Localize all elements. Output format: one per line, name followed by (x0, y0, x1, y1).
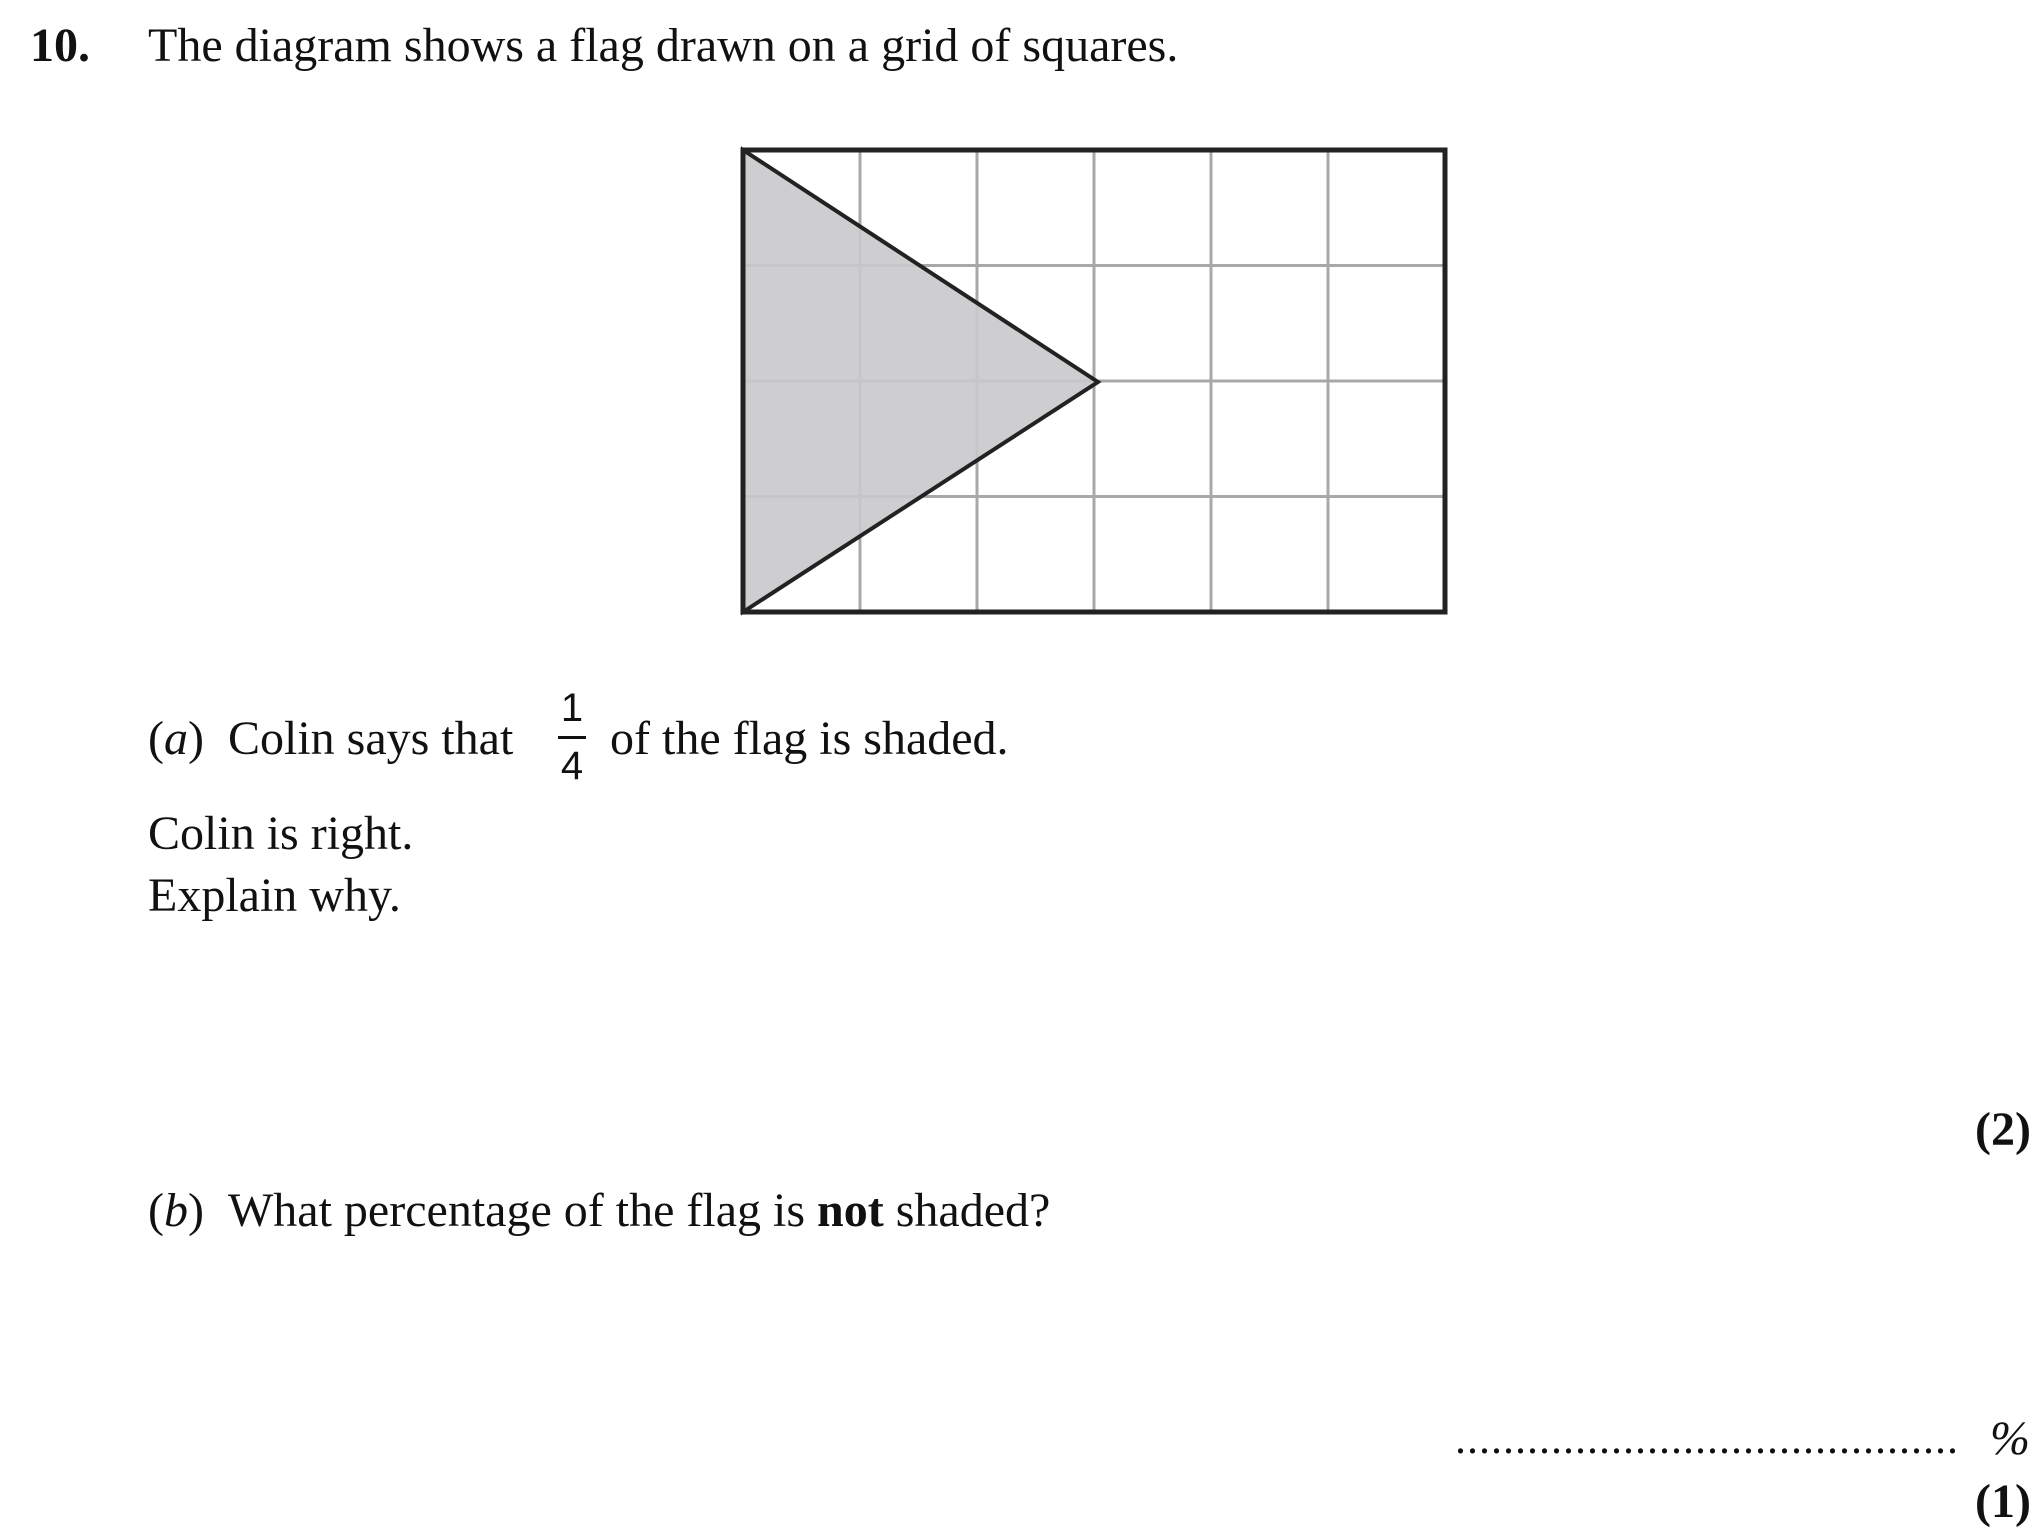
part-a-instruction: Explain why. (148, 869, 401, 922)
question-number: 10. (30, 19, 90, 72)
percent-unit: % (1990, 1412, 2030, 1465)
fraction-denominator: 4 (560, 744, 584, 788)
fraction-numerator: 1 (560, 686, 584, 730)
part-b-open-paren: ( (148, 1184, 164, 1237)
fraction-one-quarter (552, 688, 592, 798)
part-b-marks: (1) (1975, 1475, 2031, 1528)
question-text: The diagram shows a flag drawn on a grid of squares. (148, 19, 1179, 72)
answer-dotted-line[interactable]: .......................................... (1455, 1414, 1959, 1463)
part-a-open-paren: ( (148, 712, 164, 765)
part-b-question (148, 1184, 1051, 1237)
part-a-letter: a (163, 712, 188, 765)
part-b-text-before: What percentage of the flag is (227, 1184, 806, 1237)
part-a-close-paren: ) (187, 712, 204, 765)
shaded-triangle (743, 150, 1098, 612)
part-a-label (148, 712, 514, 765)
part-b-text-after: shaded? (895, 1184, 1051, 1237)
fraction-bar (558, 736, 586, 739)
part-a-text-after: of the flag is shaded. (610, 712, 1009, 765)
part-b-close-paren: ) (187, 1184, 204, 1237)
part-a-marks: (2) (1975, 1103, 2031, 1156)
part-a-text-before: Colin says that (227, 712, 514, 765)
part-b-letter: b (163, 1184, 188, 1237)
part-b-emphasis: not (817, 1184, 884, 1237)
part-a-statement: Colin is right. (148, 807, 414, 860)
flag-diagram (740, 146, 1450, 616)
